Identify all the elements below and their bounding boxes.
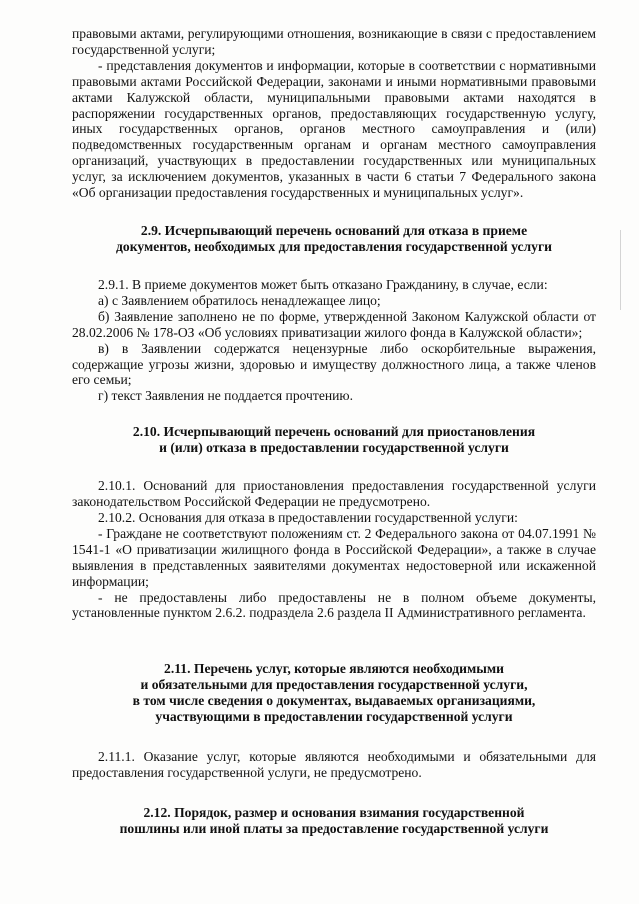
paragraph-legal-acts: правовыми актами, регулирующими отношения, возникающие в связи с предоставлением государственной услуги; <box>72 26 596 57</box>
paragraph-2-10-2: 2.10.2. Основания для отказа в предоставлении государственной услуги: <box>98 510 518 526</box>
list-item-g: г) текст Заявления не поддается прочтению. <box>98 388 353 404</box>
heading-2-12 <box>72 805 596 837</box>
heading-2-11-line-4: участвующими в предоставлении государственной услуги <box>155 709 513 725</box>
heading-2-10-line-2: и (или) отказа в предоставлении государственной услуги <box>159 440 509 456</box>
paragraph-2-9-1: 2.9.1. В приеме документов может быть отказано Гражданину, в случае, если: <box>98 276 548 292</box>
paragraph-2-10-1: 2.10.1. Оснований для приостановления предоставления государственной услуги законодательством Российской Федерации не предусмотрено. <box>72 478 596 510</box>
heading-2-11-line-1: 2.11. Перечень услуг, которые являются необходимыми <box>164 661 504 677</box>
heading-2-12-line-2: пошлины или иной платы за предоставление государственной услуги <box>119 821 549 837</box>
paragraph-2-11-1: 2.11.1. Оказание услуг, которые являются необходимыми и обязательными для предоставления государственной услуги, не предусмотрено. <box>72 749 596 781</box>
paragraph-refusal-citizens: - Граждане не соответствуют положениям ст. 2 Федерального закона от 04.07.1991 № 1541-1 «О приватизации жилищного фонда в Российской Федерации», а также в случае выявления в представленных заявителями документах недостоверной или искаженной информации; <box>72 525 596 589</box>
heading-2-11 <box>72 661 596 725</box>
list-item-a: а) с Заявлением обратилось ненадлежащее лицо; <box>98 292 381 308</box>
paragraph-documents-provision: - представления документов и информации, которые в соответствии с нормативными правовыми актами Российской Федерации, законами и иными нормативными правовыми актами Калужской области, муниципальными правовыми актами находятся в распоряжении государственных органов, предоставляющих государственную услугу, иных государственных органов, органов местного самоуправления и (или) подведомственных государственным органам и органам местного самоуправления организаций, участвующих в предоставлении государственных или муниципальных услуг, за исключением документов, указанных в части 6 статьи 7 Федерального закона «Об организации предоставления государственных и муниципальных услуг». <box>72 57 596 201</box>
heading-2-11-line-2: и обязательными для предоставления государственной услуги, <box>140 677 528 693</box>
heading-2-9 <box>72 223 596 255</box>
document-body <box>72 26 596 845</box>
heading-2-10 <box>72 424 596 456</box>
heading-2-10-line-1: 2.10. Исчерпывающий перечень оснований для приостановления <box>132 424 536 440</box>
scan-artifact-line <box>620 230 621 310</box>
list-item-b: б) Заявление заполнено не по форме, утвержденной Законом Калужской области от 28.02.2006 № 178-ОЗ «Об условиях приватизации жилого фонда в Калужской области»; <box>72 308 596 340</box>
heading-2-9-line-1: 2.9. Исчерпывающий перечень оснований для отказа в приеме <box>140 222 528 238</box>
heading-2-11-line-3: в том числе сведения о документах, выдаваемых организациями, <box>132 693 536 709</box>
heading-2-9-line-2: документов, необходимых для предоставления государственной услуги <box>116 238 552 254</box>
heading-2-12-line-1: 2.12. Порядок, размер и основания взимания государственной <box>143 805 525 821</box>
list-item-v: в) в Заявлении содержатся нецензурные либо оскорбительные выражения, содержащие угрозы жизни, здоровью и имуществу должностного лица, а также членов его семьи; <box>72 340 596 388</box>
paragraph-refusal-documents: - не предоставлены либо предоставлены не в полном объеме документы, установленные пунктом 2.6.2. подраздела 2.6 раздела II Административного регламента. <box>72 589 596 621</box>
